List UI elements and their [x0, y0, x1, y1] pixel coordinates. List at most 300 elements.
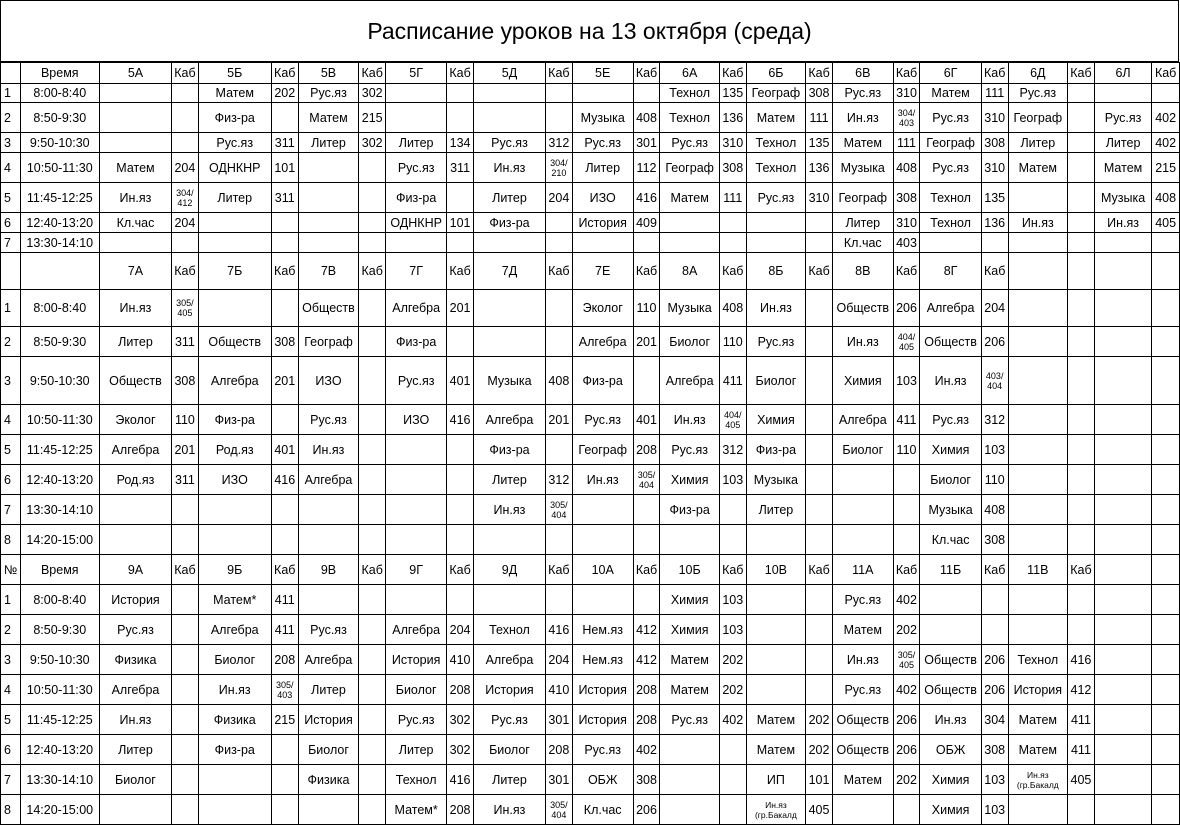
lesson-number: 4 — [1, 405, 21, 435]
room-cell — [359, 405, 386, 435]
subject-cell — [1008, 525, 1067, 555]
subject-cell — [1094, 435, 1151, 465]
subject-cell: ИЗО — [572, 183, 633, 213]
room-cell — [1152, 84, 1180, 103]
room-cell: 308 — [893, 183, 920, 213]
class-header: 11Б — [920, 555, 981, 585]
room-cell: 136 — [806, 153, 833, 183]
subject-cell — [386, 525, 447, 555]
room-cell: 411 — [1068, 735, 1095, 765]
subject-cell — [99, 84, 172, 103]
subject-cell — [1094, 585, 1151, 615]
room-cell — [359, 357, 386, 405]
subject-cell: Кл.час — [832, 233, 893, 253]
subject-cell: Технол — [920, 213, 981, 233]
subject-cell: Биолог — [920, 465, 981, 495]
subject-cell — [1008, 585, 1067, 615]
room-cell: 204 — [981, 290, 1008, 327]
room-header: Каб — [981, 253, 1008, 290]
lesson-row — [1, 290, 1180, 327]
lesson-time: 10:50-11:30 — [20, 153, 99, 183]
room-cell — [447, 495, 474, 525]
lesson-row — [1, 705, 1180, 735]
room-cell — [981, 585, 1008, 615]
room-cell: 103 — [719, 585, 746, 615]
room-cell — [271, 525, 298, 555]
room-cell: 101 — [806, 765, 833, 795]
room-cell: 103 — [981, 435, 1008, 465]
room-cell: 304/ 412 — [172, 183, 198, 213]
room-cell: 103 — [719, 615, 746, 645]
subject-cell: Рус.яз — [198, 133, 271, 153]
lesson-row — [1, 103, 1180, 133]
subject-cell: ОБЖ — [572, 765, 633, 795]
room-cell — [806, 465, 833, 495]
room-cell: 411 — [1068, 705, 1095, 735]
room-cell — [359, 795, 386, 825]
room-cell — [806, 435, 833, 465]
subject-cell — [473, 585, 545, 615]
subject-cell — [920, 233, 981, 253]
room-cell: 135 — [719, 84, 746, 103]
room-header: Каб — [806, 555, 833, 585]
lesson-row — [1, 183, 1180, 213]
lesson-number: 5 — [1, 705, 21, 735]
class-header: 7Е — [572, 253, 633, 290]
subject-cell: Технол — [1008, 645, 1067, 675]
subject-cell: Музыка — [920, 495, 981, 525]
room-cell — [359, 233, 386, 253]
room-cell: 204 — [447, 615, 474, 645]
room-cell — [719, 735, 746, 765]
class-header: 9А — [99, 555, 172, 585]
subject-cell: Рус.яз — [660, 705, 719, 735]
room-cell: 312 — [545, 133, 572, 153]
lesson-number: 3 — [1, 645, 21, 675]
subject-cell: Литер — [746, 495, 805, 525]
room-header: Каб — [633, 555, 660, 585]
subject-cell — [99, 133, 172, 153]
room-cell — [1152, 327, 1180, 357]
room-cell — [893, 795, 920, 825]
subject-cell: Физика — [298, 765, 359, 795]
subject-cell — [473, 327, 545, 357]
room-cell — [1152, 735, 1180, 765]
room-cell: 411 — [893, 405, 920, 435]
lesson-row — [1, 675, 1180, 705]
room-cell: 208 — [271, 645, 298, 675]
room-cell: 404/ 405 — [719, 405, 746, 435]
subject-cell: Литер — [1008, 133, 1067, 153]
room-cell — [359, 705, 386, 735]
room-cell: 302 — [359, 84, 386, 103]
class-header: 6В — [832, 63, 893, 84]
subject-cell — [1008, 795, 1067, 825]
lesson-number: 3 — [1, 357, 21, 405]
number-header: № — [1, 555, 21, 585]
room-cell: 308 — [806, 84, 833, 103]
subject-cell: Рус.яз — [1094, 103, 1151, 133]
room-header — [1152, 555, 1180, 585]
subject-cell: Алгебра — [572, 327, 633, 357]
room-cell: 410 — [545, 675, 572, 705]
room-header: Каб — [359, 555, 386, 585]
room-header: Каб — [806, 253, 833, 290]
subject-cell — [1094, 233, 1151, 253]
room-cell: 302 — [447, 735, 474, 765]
lesson-number: 1 — [1, 84, 21, 103]
subject-cell — [832, 525, 893, 555]
subject-cell — [832, 465, 893, 495]
class-header: 7Д — [473, 253, 545, 290]
room-cell: 208 — [545, 735, 572, 765]
room-cell — [545, 290, 572, 327]
subject-cell — [298, 525, 359, 555]
subject-cell: Ин.яз — [572, 465, 633, 495]
lesson-time: 8:50-9:30 — [20, 103, 99, 133]
room-cell: 305/ 405 — [172, 290, 198, 327]
room-cell — [359, 290, 386, 327]
subject-cell: Технол — [473, 615, 545, 645]
lesson-number: 7 — [1, 765, 21, 795]
room-cell — [633, 84, 660, 103]
room-cell — [1152, 765, 1180, 795]
room-cell — [271, 735, 298, 765]
subject-cell: Род.яз — [198, 435, 271, 465]
subject-cell: Литер — [298, 675, 359, 705]
room-cell — [359, 183, 386, 213]
room-cell: 208 — [447, 675, 474, 705]
room-cell: 410 — [447, 645, 474, 675]
room-cell — [359, 765, 386, 795]
room-header: Каб — [633, 63, 660, 84]
lesson-time: 9:50-10:30 — [20, 133, 99, 153]
room-header: Каб — [1152, 63, 1180, 84]
subject-cell — [660, 213, 719, 233]
room-cell — [447, 327, 474, 357]
room-cell — [1068, 84, 1095, 103]
subject-cell: Географ — [1008, 103, 1067, 133]
room-cell: 111 — [719, 183, 746, 213]
subject-cell — [1094, 465, 1151, 495]
subject-cell — [1094, 327, 1151, 357]
room-cell — [545, 585, 572, 615]
room-cell — [1152, 357, 1180, 405]
lesson-number: 6 — [1, 735, 21, 765]
room-cell: 310 — [806, 183, 833, 213]
room-header: Каб — [172, 555, 198, 585]
room-cell — [806, 213, 833, 233]
subject-cell — [198, 795, 271, 825]
class-header: 8А — [660, 253, 719, 290]
subject-cell: Литер — [386, 133, 447, 153]
subject-cell: ОБЖ — [920, 735, 981, 765]
room-cell — [359, 585, 386, 615]
room-header: Каб — [545, 63, 572, 84]
room-cell — [1068, 615, 1095, 645]
subject-cell: Литер — [832, 213, 893, 233]
subject-cell: Географ — [572, 435, 633, 465]
lesson-row — [1, 435, 1180, 465]
lesson-number: 3 — [1, 133, 21, 153]
subject-cell: Биолог — [298, 735, 359, 765]
subject-cell: Химия — [920, 795, 981, 825]
class-header: 8В — [832, 253, 893, 290]
subject-cell: Обществ — [920, 645, 981, 675]
room-cell: 101 — [271, 153, 298, 183]
room-header: Каб — [271, 253, 298, 290]
subject-cell: ИП — [746, 765, 805, 795]
lesson-row — [1, 327, 1180, 357]
room-cell: 305/ 403 — [271, 675, 298, 705]
room-cell: 308 — [633, 765, 660, 795]
room-cell: 135 — [981, 183, 1008, 213]
subject-cell: Обществ — [832, 290, 893, 327]
subject-cell — [473, 233, 545, 253]
class-header — [1094, 253, 1151, 290]
subject-cell: История — [99, 585, 172, 615]
room-cell: 202 — [719, 645, 746, 675]
subject-cell — [1008, 495, 1067, 525]
room-cell: 202 — [719, 675, 746, 705]
subject-cell: Рус.яз — [298, 615, 359, 645]
subject-cell: Матем — [1008, 705, 1067, 735]
subject-cell: Биолог — [198, 645, 271, 675]
subject-cell: ОДНКНР — [198, 153, 271, 183]
subject-cell — [1094, 765, 1151, 795]
subject-cell: Рус.яз — [832, 585, 893, 615]
subject-cell — [99, 495, 172, 525]
subject-cell — [298, 795, 359, 825]
subject-cell: Литер — [298, 133, 359, 153]
room-cell — [172, 233, 198, 253]
lesson-row — [1, 133, 1180, 153]
subject-cell: Нем.яз — [572, 615, 633, 645]
lesson-number: 1 — [1, 585, 21, 615]
room-cell — [271, 213, 298, 233]
room-cell: 206 — [981, 645, 1008, 675]
room-cell — [633, 357, 660, 405]
subject-cell: Музыка — [572, 103, 633, 133]
room-cell — [359, 675, 386, 705]
room-cell: 404/ 405 — [893, 327, 920, 357]
room-cell — [545, 103, 572, 133]
lesson-row — [1, 213, 1180, 233]
room-cell: 308 — [172, 357, 198, 405]
class-header — [1008, 253, 1067, 290]
room-cell: 103 — [893, 357, 920, 405]
room-cell — [893, 495, 920, 525]
room-cell: 103 — [719, 465, 746, 495]
subject-cell: Рус.яз — [572, 133, 633, 153]
subject-cell — [1094, 290, 1151, 327]
room-cell: 311 — [271, 133, 298, 153]
subject-cell: Химия — [660, 615, 719, 645]
room-header: Каб — [271, 63, 298, 84]
room-cell — [1152, 795, 1180, 825]
subject-cell: Алгебра — [198, 615, 271, 645]
subject-cell: Матем* — [198, 585, 271, 615]
room-cell: 411 — [271, 615, 298, 645]
room-cell — [719, 525, 746, 555]
class-header: 5Е — [572, 63, 633, 84]
class-header: 6А — [660, 63, 719, 84]
subject-cell: Кл.час — [920, 525, 981, 555]
subject-cell: Ин.яз — [832, 327, 893, 357]
room-cell: 206 — [893, 735, 920, 765]
subject-cell: Физ-ра — [198, 405, 271, 435]
lesson-time: 8:00-8:40 — [20, 290, 99, 327]
subject-cell: Физика — [99, 645, 172, 675]
room-cell — [1152, 233, 1180, 253]
lesson-number: 8 — [1, 795, 21, 825]
room-cell — [172, 585, 198, 615]
lesson-number: 5 — [1, 183, 21, 213]
subject-cell: Литер — [1094, 133, 1151, 153]
room-cell: 301 — [545, 705, 572, 735]
subject-cell — [298, 153, 359, 183]
subject-cell — [746, 645, 805, 675]
subject-cell: Обществ — [198, 327, 271, 357]
room-cell — [359, 645, 386, 675]
subject-cell: Физ-ра — [198, 735, 271, 765]
time-header: Время — [20, 63, 99, 84]
page-title: Расписание уроков на 13 октября (среда) — [0, 0, 1179, 62]
room-cell — [806, 675, 833, 705]
room-cell: 215 — [271, 705, 298, 735]
room-cell — [172, 795, 198, 825]
subject-cell: Обществ — [832, 735, 893, 765]
subject-cell: Обществ — [298, 290, 359, 327]
room-cell: 308 — [271, 327, 298, 357]
subject-cell: Алгебра — [99, 675, 172, 705]
subject-cell: Эколог — [99, 405, 172, 435]
subject-cell — [1094, 705, 1151, 735]
subject-cell: Рус.яз — [1008, 84, 1067, 103]
room-cell — [806, 585, 833, 615]
room-cell: 208 — [447, 795, 474, 825]
lesson-row — [1, 795, 1180, 825]
room-cell: 408 — [719, 290, 746, 327]
room-cell: 401 — [271, 435, 298, 465]
room-cell — [271, 765, 298, 795]
subject-cell — [198, 525, 271, 555]
room-cell: 304/ 210 — [545, 153, 572, 183]
subject-cell — [1008, 233, 1067, 253]
subject-cell: Рус.яз — [386, 153, 447, 183]
room-cell — [1068, 213, 1095, 233]
lesson-time: 9:50-10:30 — [20, 357, 99, 405]
class-header: 9Б — [198, 555, 271, 585]
lesson-row — [1, 615, 1180, 645]
room-cell: 403/ 404 — [981, 357, 1008, 405]
room-cell: 409 — [633, 213, 660, 233]
subject-cell — [1008, 405, 1067, 435]
room-cell: 110 — [893, 435, 920, 465]
subject-cell: Матем — [832, 765, 893, 795]
room-header: Каб — [806, 63, 833, 84]
subject-cell — [1008, 435, 1067, 465]
room-cell — [1152, 495, 1180, 525]
subject-cell: Биолог — [99, 765, 172, 795]
room-cell — [893, 465, 920, 495]
subject-cell: Нем.яз — [572, 645, 633, 675]
subject-cell: Ин.яз — [473, 153, 545, 183]
room-cell: 208 — [633, 435, 660, 465]
subject-cell — [386, 465, 447, 495]
subject-cell — [1094, 405, 1151, 435]
class-header: 8Г — [920, 253, 981, 290]
room-cell — [172, 735, 198, 765]
class-header: 10В — [746, 555, 805, 585]
room-cell — [806, 405, 833, 435]
room-cell — [172, 133, 198, 153]
subject-cell — [1008, 465, 1067, 495]
room-cell — [1152, 585, 1180, 615]
subject-cell: Физ-ра — [473, 435, 545, 465]
lesson-row — [1, 153, 1180, 183]
room-cell: 311 — [172, 327, 198, 357]
lesson-number: 2 — [1, 327, 21, 357]
room-cell: 416 — [545, 615, 572, 645]
room-cell — [1068, 233, 1095, 253]
subject-cell: Литер — [99, 327, 172, 357]
room-cell — [545, 435, 572, 465]
room-cell: 416 — [1068, 645, 1095, 675]
room-cell: 408 — [633, 103, 660, 133]
lesson-number: 2 — [1, 615, 21, 645]
subject-cell: ОДНКНР — [386, 213, 447, 233]
subject-cell: История — [298, 705, 359, 735]
lesson-time: 13:30-14:10 — [20, 495, 99, 525]
class-header: 7В — [298, 253, 359, 290]
subject-cell: Рус.яз — [473, 133, 545, 153]
room-cell: 215 — [1152, 153, 1180, 183]
room-cell — [719, 765, 746, 795]
room-cell: 112 — [633, 153, 660, 183]
room-cell — [447, 435, 474, 465]
room-cell: 201 — [271, 357, 298, 405]
room-cell — [172, 765, 198, 795]
subject-cell: Алгебра — [920, 290, 981, 327]
subject-cell: Ин.яз — [1094, 213, 1151, 233]
room-cell: 110 — [172, 405, 198, 435]
subject-cell: Обществ — [99, 357, 172, 405]
room-header: Каб — [271, 555, 298, 585]
subject-cell: Ин.яз — [1008, 213, 1067, 233]
subject-cell: Алгебра — [386, 290, 447, 327]
number-header — [1, 63, 21, 84]
subject-cell: Матем — [198, 84, 271, 103]
schedule-table — [0, 62, 1180, 825]
room-cell — [893, 525, 920, 555]
room-cell: 208 — [633, 705, 660, 735]
room-cell: 204 — [172, 153, 198, 183]
subject-cell: ИЗО — [298, 357, 359, 405]
subject-cell: Литер — [572, 153, 633, 183]
class-header: 7Б — [198, 253, 271, 290]
subject-cell — [1094, 357, 1151, 405]
room-cell — [359, 615, 386, 645]
subject-cell: Литер — [198, 183, 271, 213]
header-row — [1, 63, 1180, 84]
subject-cell — [660, 765, 719, 795]
subject-cell — [572, 495, 633, 525]
subject-cell — [1094, 795, 1151, 825]
subject-cell — [746, 585, 805, 615]
subject-cell: Географ — [298, 327, 359, 357]
room-cell — [1152, 465, 1180, 495]
